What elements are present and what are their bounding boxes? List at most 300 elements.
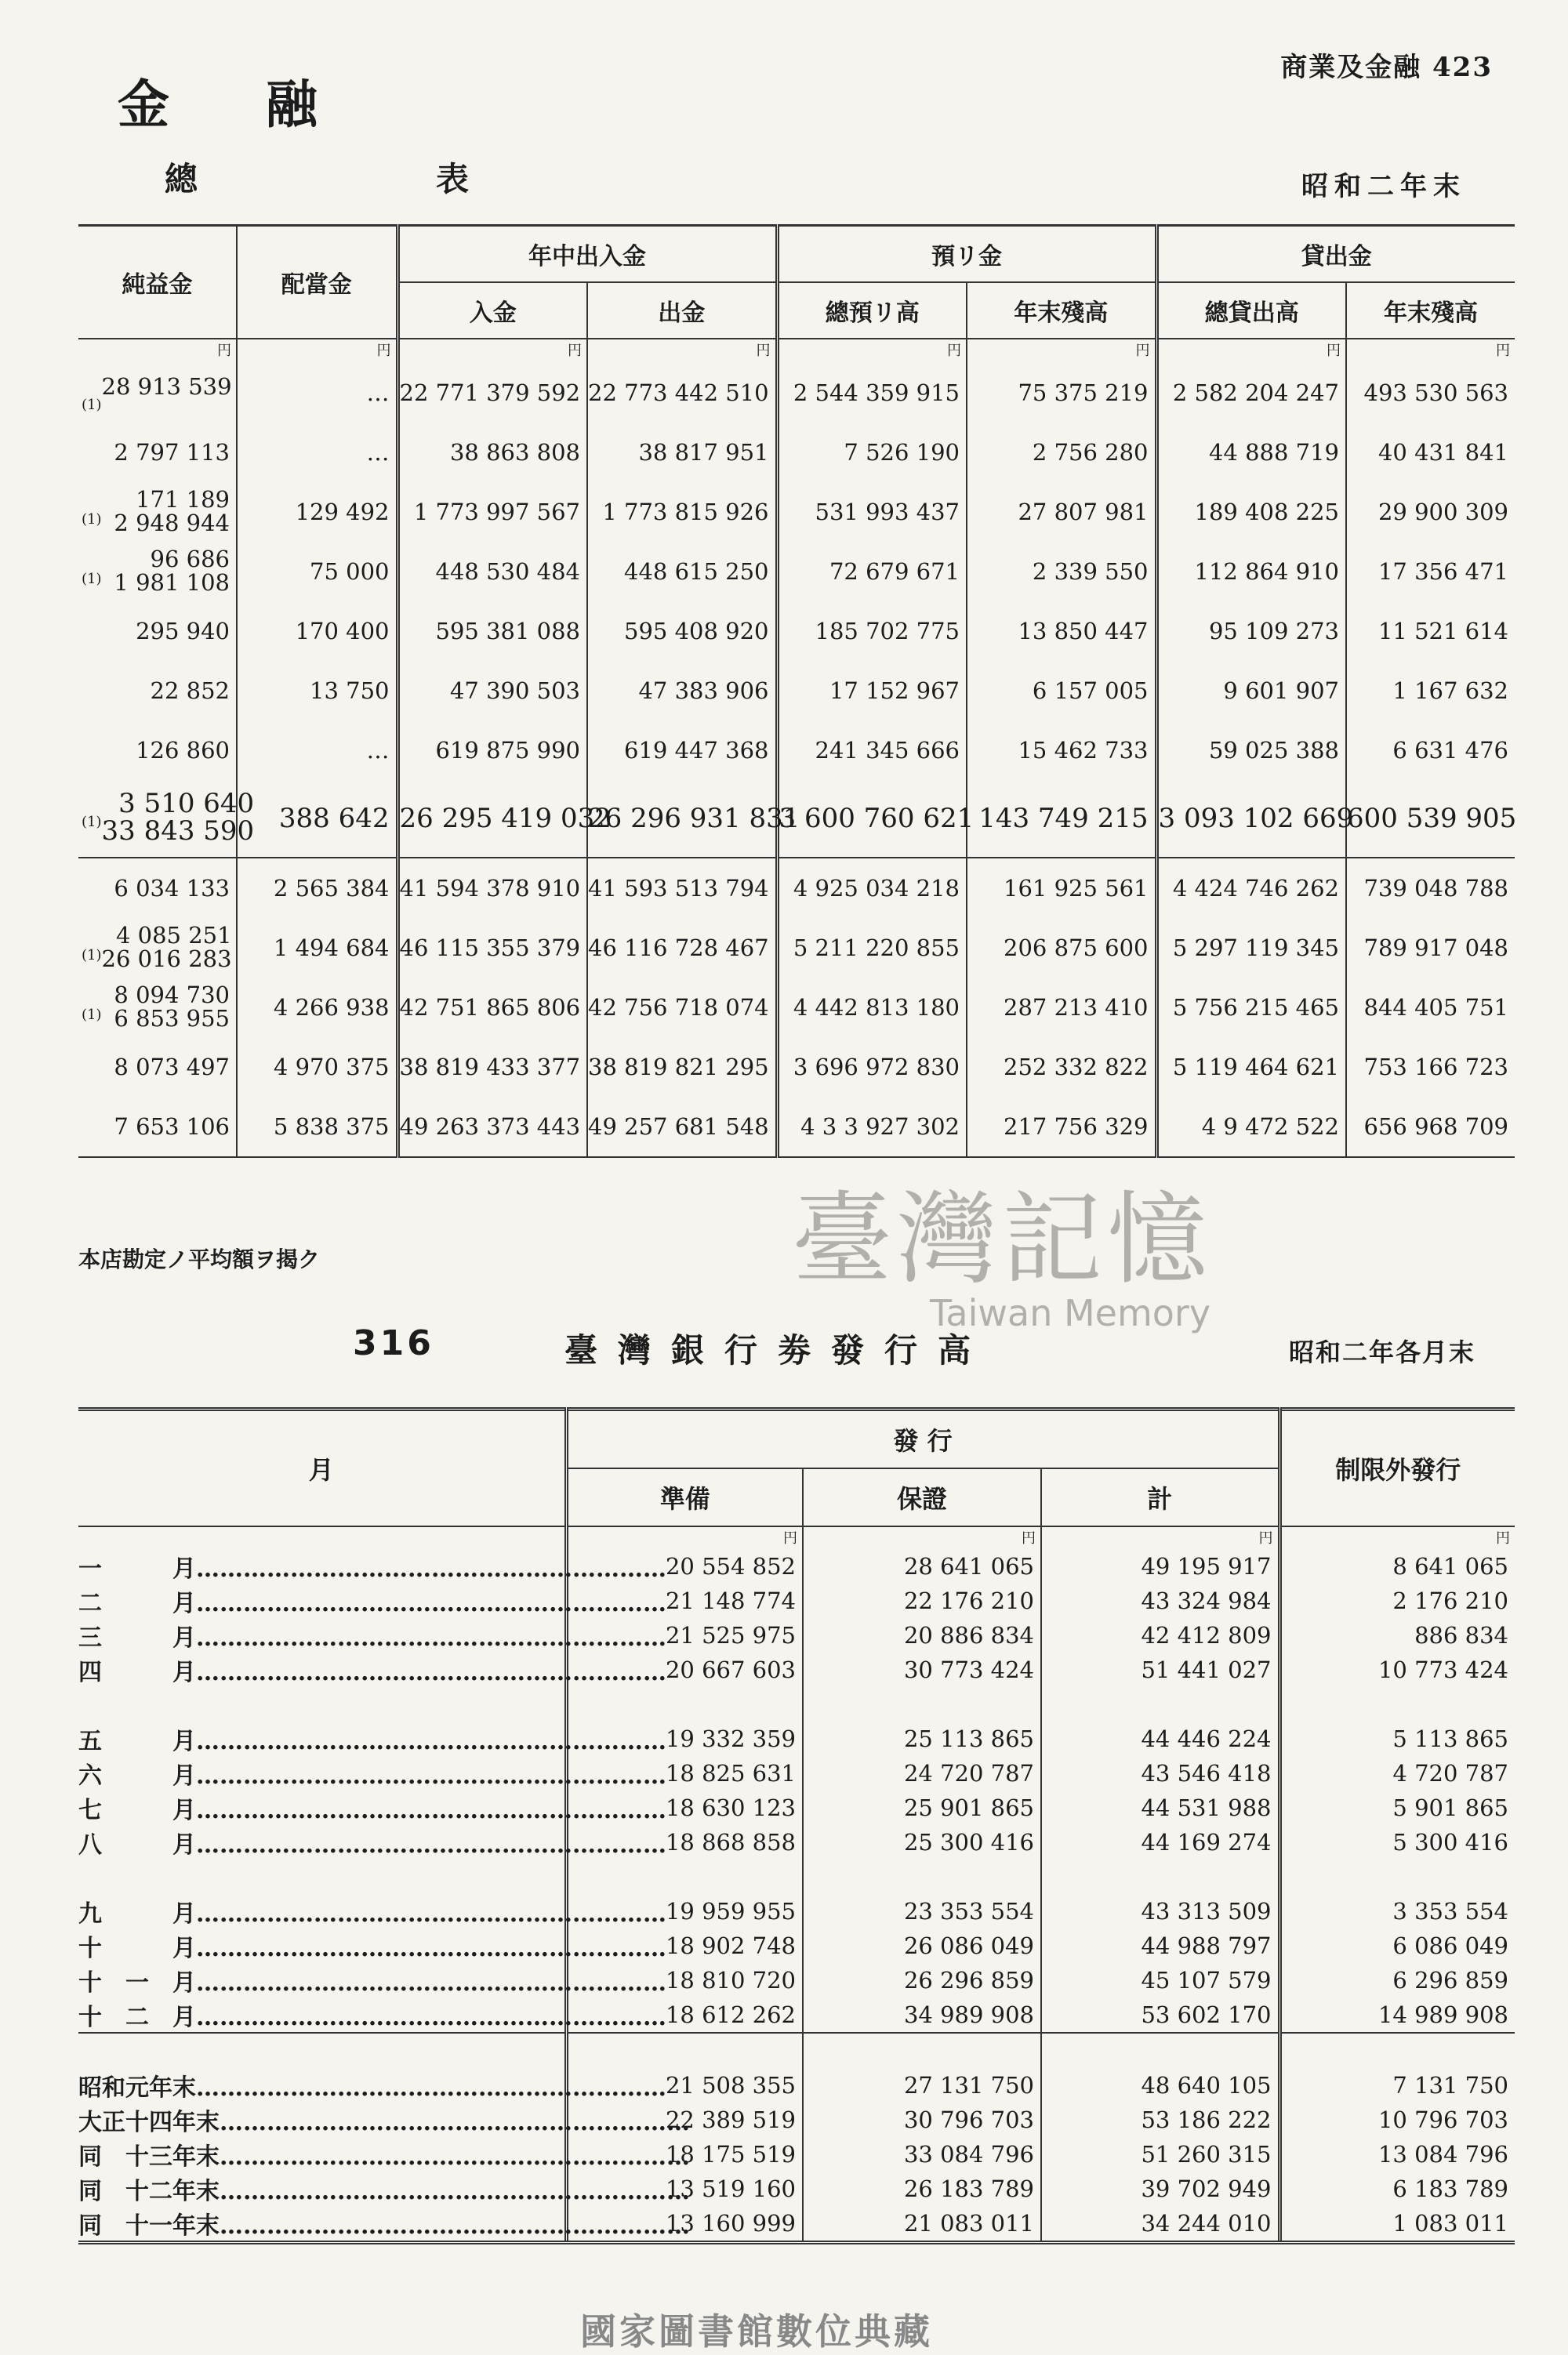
net-profit-cell (78, 601, 237, 661)
net-profit-cell (78, 482, 237, 542)
leader-dots: …………………………………………………… (196, 1659, 666, 1686)
issue-value: 20 667 603 (566, 1653, 803, 1687)
amount-cell: 4 925 034 218 (777, 858, 967, 918)
table316-row (78, 1929, 1515, 1963)
issue-value: 51 441 027 (1041, 1653, 1279, 1687)
table316-row (78, 1584, 1515, 1618)
net-profit-values (151, 679, 230, 702)
spacer-cell (78, 2033, 566, 2068)
row-label (78, 2103, 690, 2137)
row-label-text: 同 十三年末 (78, 2143, 220, 2171)
row-label-text: 七 月 (78, 1797, 196, 1824)
unit-cell (78, 1526, 566, 1549)
issue-value: 44 169 274 (1041, 1825, 1279, 1860)
amount-cell: 49 263 373 443 (397, 1097, 587, 1157)
issue-value: 53 186 222 (1041, 2103, 1279, 2137)
net-profit-values (136, 738, 230, 762)
issue-value: 42 412 809 (1041, 1618, 1279, 1653)
row-label (78, 1825, 666, 1860)
table1-row (78, 780, 1515, 858)
unit-cell: 円 (237, 339, 397, 363)
page-title: 金 融 (118, 74, 357, 135)
net-profit-cell (78, 720, 237, 780)
issue-value: 43 546 418 (1041, 1756, 1279, 1791)
net-profit-value: 3 510 640 (118, 787, 255, 819)
unit-cell: 円 (967, 339, 1156, 363)
amount-cell: 112 864 910 (1156, 542, 1346, 601)
amount-cell: 2 756 280 (967, 423, 1156, 482)
amount-cell: 2 339 550 (967, 542, 1156, 601)
leader-dots: …………………………………………………… (196, 1831, 666, 1859)
subtitle-char-2: 表 (436, 160, 473, 198)
unit-cell: 円 (217, 343, 231, 359)
spacer-cell (78, 1687, 566, 1722)
amount-cell: 600 539 905 (1346, 780, 1515, 858)
net-profit-value: 8 094 730 (114, 981, 230, 1008)
net-profit-values (102, 923, 232, 971)
net-profit-values (114, 1115, 230, 1138)
issue-value: 44 988 797 (1041, 1929, 1279, 1963)
amount-cell: 40 431 841 (1346, 423, 1515, 482)
net-profit-cell (78, 542, 237, 601)
issue-value: 25 113 865 (803, 1722, 1041, 1756)
amount-cell: 11 521 614 (1346, 601, 1515, 661)
dividend-cell: … (237, 423, 397, 482)
amount-cell: 41 593 513 794 (587, 858, 777, 918)
spacer-row (78, 2033, 1515, 2068)
issue-value: 10 773 424 (1279, 1653, 1515, 1687)
net-profit-value: 171 189 (136, 485, 230, 513)
net-profit-value: 295 940 (136, 618, 230, 644)
spacer-cell (1279, 1687, 1515, 1722)
subheader-3: 年末殘高 (967, 282, 1156, 339)
dividend-cell: 5 838 375 (237, 1097, 397, 1157)
amount-cell: 6 631 476 (1346, 720, 1515, 780)
net-profit-cell (78, 661, 237, 720)
amount-cell: 619 447 368 (587, 720, 777, 780)
net-profit-values (114, 983, 230, 1031)
issue-value: 6 086 049 (1279, 1929, 1515, 1963)
subheader-5: 年末殘高 (1346, 282, 1515, 339)
amount-cell: 143 749 215 (967, 780, 1156, 858)
spacer-row (78, 1860, 1515, 1894)
row-label (78, 1584, 666, 1618)
spacer-cell (1279, 2033, 1515, 2068)
issue-value: 26 086 049 (803, 1929, 1041, 1963)
row-label-text: 同 十二年末 (78, 2178, 220, 2205)
unit-cell: 円 (803, 1526, 1041, 1549)
dividend-cell: 2 565 384 (237, 858, 397, 918)
table1-row (78, 542, 1515, 601)
issue-value: 30 796 703 (803, 2103, 1041, 2137)
row-label-text: 十 月 (78, 1935, 196, 1962)
table316-row (78, 1549, 1515, 1584)
row-label (78, 1618, 666, 1653)
amount-cell: 4 9 472 522 (1156, 1097, 1346, 1157)
amount-cell: 595 408 920 (587, 601, 777, 661)
issue-value: 19 332 359 (566, 1722, 803, 1756)
table316-row (78, 1653, 1515, 1687)
issue-value: 20 554 852 (566, 1549, 803, 1584)
unit-cell: 円 (1346, 339, 1515, 363)
spacer-cell (566, 1860, 803, 1894)
unit-cell: 円 (1041, 1526, 1279, 1549)
amount-cell: 4 424 746 262 (1156, 858, 1346, 918)
issue-value: 18 630 123 (566, 1791, 803, 1825)
amount-cell: 15 462 733 (967, 720, 1156, 780)
amount-cell: 2 582 204 247 (1156, 363, 1346, 423)
footer-archive: 國家圖書館數位典藏 (580, 2310, 933, 2353)
table316-row (78, 1825, 1515, 1860)
table-subtitle (165, 154, 472, 201)
issue-value: 49 195 917 (1041, 1549, 1279, 1584)
amount-cell: 4 442 813 180 (777, 978, 967, 1037)
issue-value: 18 902 748 (566, 1929, 803, 1963)
net-profit-cell (78, 918, 237, 978)
row-label-text: 三 月 (78, 1624, 196, 1652)
amount-cell: 619 875 990 (397, 720, 587, 780)
row-label (78, 1791, 666, 1825)
spacer-cell (1041, 1860, 1279, 1894)
amount-cell: 5 119 464 621 (1156, 1037, 1346, 1097)
row-label (78, 1653, 666, 1687)
dividend-cell: … (237, 363, 397, 423)
amount-cell: 22 771 379 592 (397, 363, 587, 423)
amount-cell: 46 115 355 379 (397, 918, 587, 978)
table316-row (78, 1894, 1515, 1929)
net-profit-cell (78, 978, 237, 1037)
leader-dots: …………………………………………………… (196, 1555, 666, 1583)
net-profit-cell (78, 1097, 237, 1157)
net-profit-values (114, 441, 230, 464)
issue-value: 45 107 579 (1041, 1963, 1279, 1998)
header-month: 月 (78, 1410, 566, 1527)
row-label-text: 六 月 (78, 1762, 196, 1790)
table1-date: 昭和二年末 (1301, 171, 1466, 202)
net-profit-values (114, 485, 230, 537)
table316-row (78, 2068, 1515, 2103)
issue-value: 44 446 224 (1041, 1722, 1279, 1756)
issue-value: 22 389 519 (566, 2103, 803, 2137)
row-label-text: 十 二 月 (78, 2004, 196, 2031)
amount-cell: 41 594 378 910 (397, 858, 587, 918)
spacer-cell (803, 1860, 1041, 1894)
amount-cell: 72 679 671 (777, 542, 967, 601)
issue-value: 39 702 949 (1041, 2172, 1279, 2206)
row-label-text: 一 月 (78, 1555, 196, 1583)
issue-value: 5 113 865 (1279, 1722, 1515, 1756)
issue-value: 21 148 774 (566, 1584, 803, 1618)
running-header: 商業及金融 423 (1280, 52, 1493, 83)
dividend-cell: 129 492 (237, 482, 397, 542)
row-label (78, 1722, 666, 1756)
unit-cell: 円 (397, 339, 587, 363)
row-label (78, 2068, 666, 2103)
amount-cell: 1 773 815 926 (587, 482, 777, 542)
amount-cell: 3 696 972 830 (777, 1037, 967, 1097)
issue-value: 21 508 355 (566, 2068, 803, 2103)
issue-value: 18 612 262 (566, 1998, 803, 2033)
net-profit-cell (78, 363, 237, 423)
net-profit-value: 26 016 283 (101, 945, 232, 973)
leader-dots: …………………………………………………… (196, 1762, 666, 1790)
table1-row (78, 720, 1515, 780)
amount-cell: 252 332 822 (967, 1037, 1156, 1097)
issue-value: 10 796 703 (1279, 2103, 1515, 2137)
note-marker: (1) (82, 1006, 102, 1023)
spacer-cell (566, 1687, 803, 1722)
table316-header-row (78, 1410, 1515, 1469)
spacer-cell (78, 1860, 566, 1894)
note-marker: (1) (82, 396, 102, 413)
issue-value: 51 260 315 (1041, 2137, 1279, 2172)
amount-cell: 13 850 447 (967, 601, 1156, 661)
issue-value: 22 176 210 (803, 1584, 1041, 1618)
amount-cell: 46 116 728 467 (587, 918, 777, 978)
issue-value: 53 602 170 (1041, 1998, 1279, 2033)
issue-value: 14 989 908 (1279, 1998, 1515, 2033)
issue-value: 28 641 065 (803, 1549, 1041, 1584)
amount-cell: 2 544 359 915 (777, 363, 967, 423)
spacer-cell (803, 1687, 1041, 1722)
dividend-cell: 75 000 (237, 542, 397, 601)
row-label-text: 八 月 (78, 1831, 196, 1859)
issue-value: 48 640 105 (1041, 2068, 1279, 2103)
dividend-cell: … (237, 720, 397, 780)
amount-cell: 1 773 997 567 (397, 482, 587, 542)
note-marker: (1) (82, 813, 102, 830)
net-profit-values (114, 1055, 230, 1079)
row-label-text: 同 十一年末 (78, 2212, 220, 2240)
subheader-1: 出金 (587, 282, 777, 339)
issue-value: 7 131 750 (1279, 2068, 1515, 2103)
issue-value: 34 989 908 (803, 1998, 1041, 2033)
net-profit-values (114, 547, 230, 595)
amount-cell: 448 615 250 (587, 542, 777, 601)
amount-cell: 29 900 309 (1346, 482, 1515, 542)
note-marker: (1) (82, 570, 102, 587)
amount-cell: 161 925 561 (967, 858, 1156, 918)
subheader-316-1: 保證 (803, 1468, 1041, 1526)
amount-cell: 241 345 666 (777, 720, 967, 780)
table1-row (78, 661, 1515, 720)
dividend-cell: 1 494 684 (237, 918, 397, 978)
row-label (78, 1894, 666, 1929)
unit-cell: 円 (1156, 339, 1346, 363)
issue-value: 30 773 424 (803, 1653, 1041, 1687)
leader-dots: …………………………………………………… (196, 2074, 666, 2102)
amount-cell: 531 993 437 (777, 482, 967, 542)
amount-cell: 47 390 503 (397, 661, 587, 720)
net-profit-value: 126 860 (136, 737, 230, 764)
net-profit-value: 33 843 590 (101, 815, 255, 847)
row-label-text: 大正十四年末 (78, 2109, 220, 2136)
header-excess-issue: 制限外發行 (1279, 1410, 1515, 1527)
unit-cell: 円 (566, 1526, 803, 1549)
issue-value: 26 183 789 (803, 2172, 1041, 2206)
row-label (78, 2206, 690, 2243)
issue-value: 26 296 859 (803, 1963, 1041, 1998)
spacer-cell (1279, 1860, 1515, 1894)
spacer-cell (803, 2033, 1041, 2068)
row-label-text: 五 月 (78, 1728, 196, 1755)
amount-cell: 3 600 760 621 (777, 780, 967, 858)
row-label (78, 1998, 666, 2033)
header-deposits: 預リ金 (777, 226, 1156, 283)
issue-value: 23 353 554 (803, 1894, 1041, 1929)
row-label-text: 十 一 月 (78, 1969, 196, 1997)
amount-cell: 3 093 102 669 (1156, 780, 1346, 858)
amount-cell: 287 213 410 (967, 978, 1156, 1037)
subheader-316-2: 計 (1041, 1468, 1279, 1526)
net-profit-cell (78, 780, 255, 858)
row-label (78, 1929, 666, 1963)
table1-row (78, 918, 1515, 978)
leader-dots: …………………………………………………… (220, 2143, 690, 2171)
amount-cell: 753 166 723 (1346, 1037, 1515, 1097)
subtitle-char-1: 總 (165, 160, 201, 198)
watermark-cjk: 臺灣記憶 (792, 1181, 1213, 1298)
net-profit-values (101, 787, 255, 847)
issue-value: 3 353 554 (1279, 1894, 1515, 1929)
table1-row (78, 363, 1515, 423)
table1-row (78, 1097, 1515, 1157)
row-label-text: 昭和元年末 (78, 2074, 196, 2102)
net-profit-value: 22 852 (150, 677, 230, 704)
amount-cell: 739 048 788 (1346, 858, 1515, 918)
subheader-4: 總貸出高 (1156, 282, 1346, 339)
net-profit-cell (78, 423, 237, 482)
issue-value: 13 160 999 (566, 2206, 803, 2243)
leader-dots: …………………………………………………… (196, 1728, 666, 1755)
amount-cell: 7 526 190 (777, 423, 967, 482)
table316-row (78, 1722, 1515, 1756)
header-loans: 貸出金 (1156, 226, 1515, 283)
net-profit-value: 6 034 133 (114, 875, 230, 902)
amount-cell: 185 702 775 (777, 601, 967, 661)
banknote-issue-table (78, 1407, 1515, 2244)
issue-value: 6 296 859 (1279, 1963, 1515, 1998)
leader-dots: …………………………………………………… (196, 1935, 666, 1962)
table-number: 316 (353, 1323, 434, 1363)
table1-header-row (78, 226, 1515, 283)
unit-cell: 円 (1279, 1526, 1515, 1549)
unit-cell: 円 (777, 339, 967, 363)
table1-row (78, 858, 1515, 918)
amount-cell: 26 295 419 032 (397, 780, 587, 858)
issue-value: 886 834 (1279, 1618, 1515, 1653)
amount-cell: 38 817 951 (587, 423, 777, 482)
note-marker: (1) (82, 946, 102, 963)
table1-row (78, 1037, 1515, 1097)
amount-cell: 595 381 088 (397, 601, 587, 661)
issue-value: 33 084 796 (803, 2137, 1041, 2172)
net-profit-value: 96 686 (150, 545, 230, 572)
amount-cell: 27 807 981 (967, 482, 1156, 542)
net-profit-values (114, 876, 230, 900)
dividend-cell: 170 400 (237, 601, 397, 661)
spacer-cell (1041, 2033, 1279, 2068)
header-inout: 年中出入金 (397, 226, 777, 283)
watermark (792, 1181, 1294, 1347)
issue-value: 27 131 750 (803, 2068, 1041, 2103)
net-profit-value: 28 913 539 (101, 372, 232, 400)
row-label-text: 四 月 (78, 1659, 196, 1686)
amount-cell: 844 405 751 (1346, 978, 1515, 1037)
leader-dots: …………………………………………………… (220, 2178, 690, 2205)
net-profit-value: 7 653 106 (114, 1113, 230, 1140)
table-note: 本店勘定ノ平均額ヲ揭ク (78, 1246, 321, 1272)
issue-value: 8 641 065 (1279, 1549, 1515, 1584)
dividend-cell: 388 642 (237, 780, 397, 858)
issue-value: 1 083 011 (1279, 2206, 1515, 2243)
amount-cell: 42 756 718 074 (587, 978, 777, 1037)
issue-value: 24 720 787 (803, 1756, 1041, 1791)
table1-row (78, 601, 1515, 661)
net-profit-cell (78, 1037, 237, 1097)
row-label (78, 2172, 690, 2206)
amount-cell: 217 756 329 (967, 1097, 1156, 1157)
table1-row (78, 423, 1515, 482)
amount-cell: 26 296 931 831 (587, 780, 777, 858)
issue-value: 21 525 975 (566, 1618, 803, 1653)
issue-value: 18 175 519 (566, 2137, 803, 2172)
leader-dots: …………………………………………………… (220, 2212, 690, 2240)
amount-cell: 6 157 005 (967, 661, 1156, 720)
amount-cell: 59 025 388 (1156, 720, 1346, 780)
leader-dots: …………………………………………………… (220, 2109, 690, 2136)
table316-row (78, 1998, 1515, 2033)
issue-value: 21 083 011 (803, 2206, 1041, 2243)
issue-value: 2 176 210 (1279, 1584, 1515, 1618)
finance-summary-table (78, 224, 1515, 1158)
issue-value: 13 084 796 (1279, 2137, 1515, 2172)
table316-row (78, 2206, 1515, 2243)
leader-dots: …………………………………………………… (196, 1590, 666, 1617)
table316-row (78, 1963, 1515, 1998)
subheader-2: 總預リ高 (777, 282, 967, 339)
amount-cell: 206 875 600 (967, 918, 1156, 978)
row-label (78, 1963, 666, 1998)
leader-dots: …………………………………………………… (196, 1900, 666, 1928)
issue-value: 25 901 865 (803, 1791, 1041, 1825)
header-dividend: 配當金 (237, 226, 397, 339)
amount-cell: 4 3 3 927 302 (777, 1097, 967, 1157)
leader-dots: …………………………………………………… (196, 1969, 666, 1997)
table316-row (78, 2103, 1515, 2137)
leader-dots: …………………………………………………… (196, 2004, 666, 2031)
issue-value: 43 313 509 (1041, 1894, 1279, 1929)
net-profit-value: 2 948 944 (114, 510, 230, 537)
amount-cell: 49 257 681 548 (587, 1097, 777, 1157)
issue-value: 44 531 988 (1041, 1791, 1279, 1825)
unit-row (78, 1526, 1515, 1549)
table316-row (78, 1791, 1515, 1825)
issue-value: 18 825 631 (566, 1756, 803, 1791)
amount-cell: 17 356 471 (1346, 542, 1515, 601)
amount-cell: 9 601 907 (1156, 661, 1346, 720)
amount-cell: 448 530 484 (397, 542, 587, 601)
table1-row (78, 482, 1515, 542)
row-label (78, 1756, 666, 1791)
dividend-cell: 4 266 938 (237, 978, 397, 1037)
table1-row (78, 978, 1515, 1037)
issue-value: 18 810 720 (566, 1963, 803, 1998)
amount-cell: 789 917 048 (1346, 918, 1515, 978)
note-marker: (1) (82, 510, 102, 528)
net-profit-values (101, 372, 232, 400)
issue-value: 19 959 955 (566, 1894, 803, 1929)
